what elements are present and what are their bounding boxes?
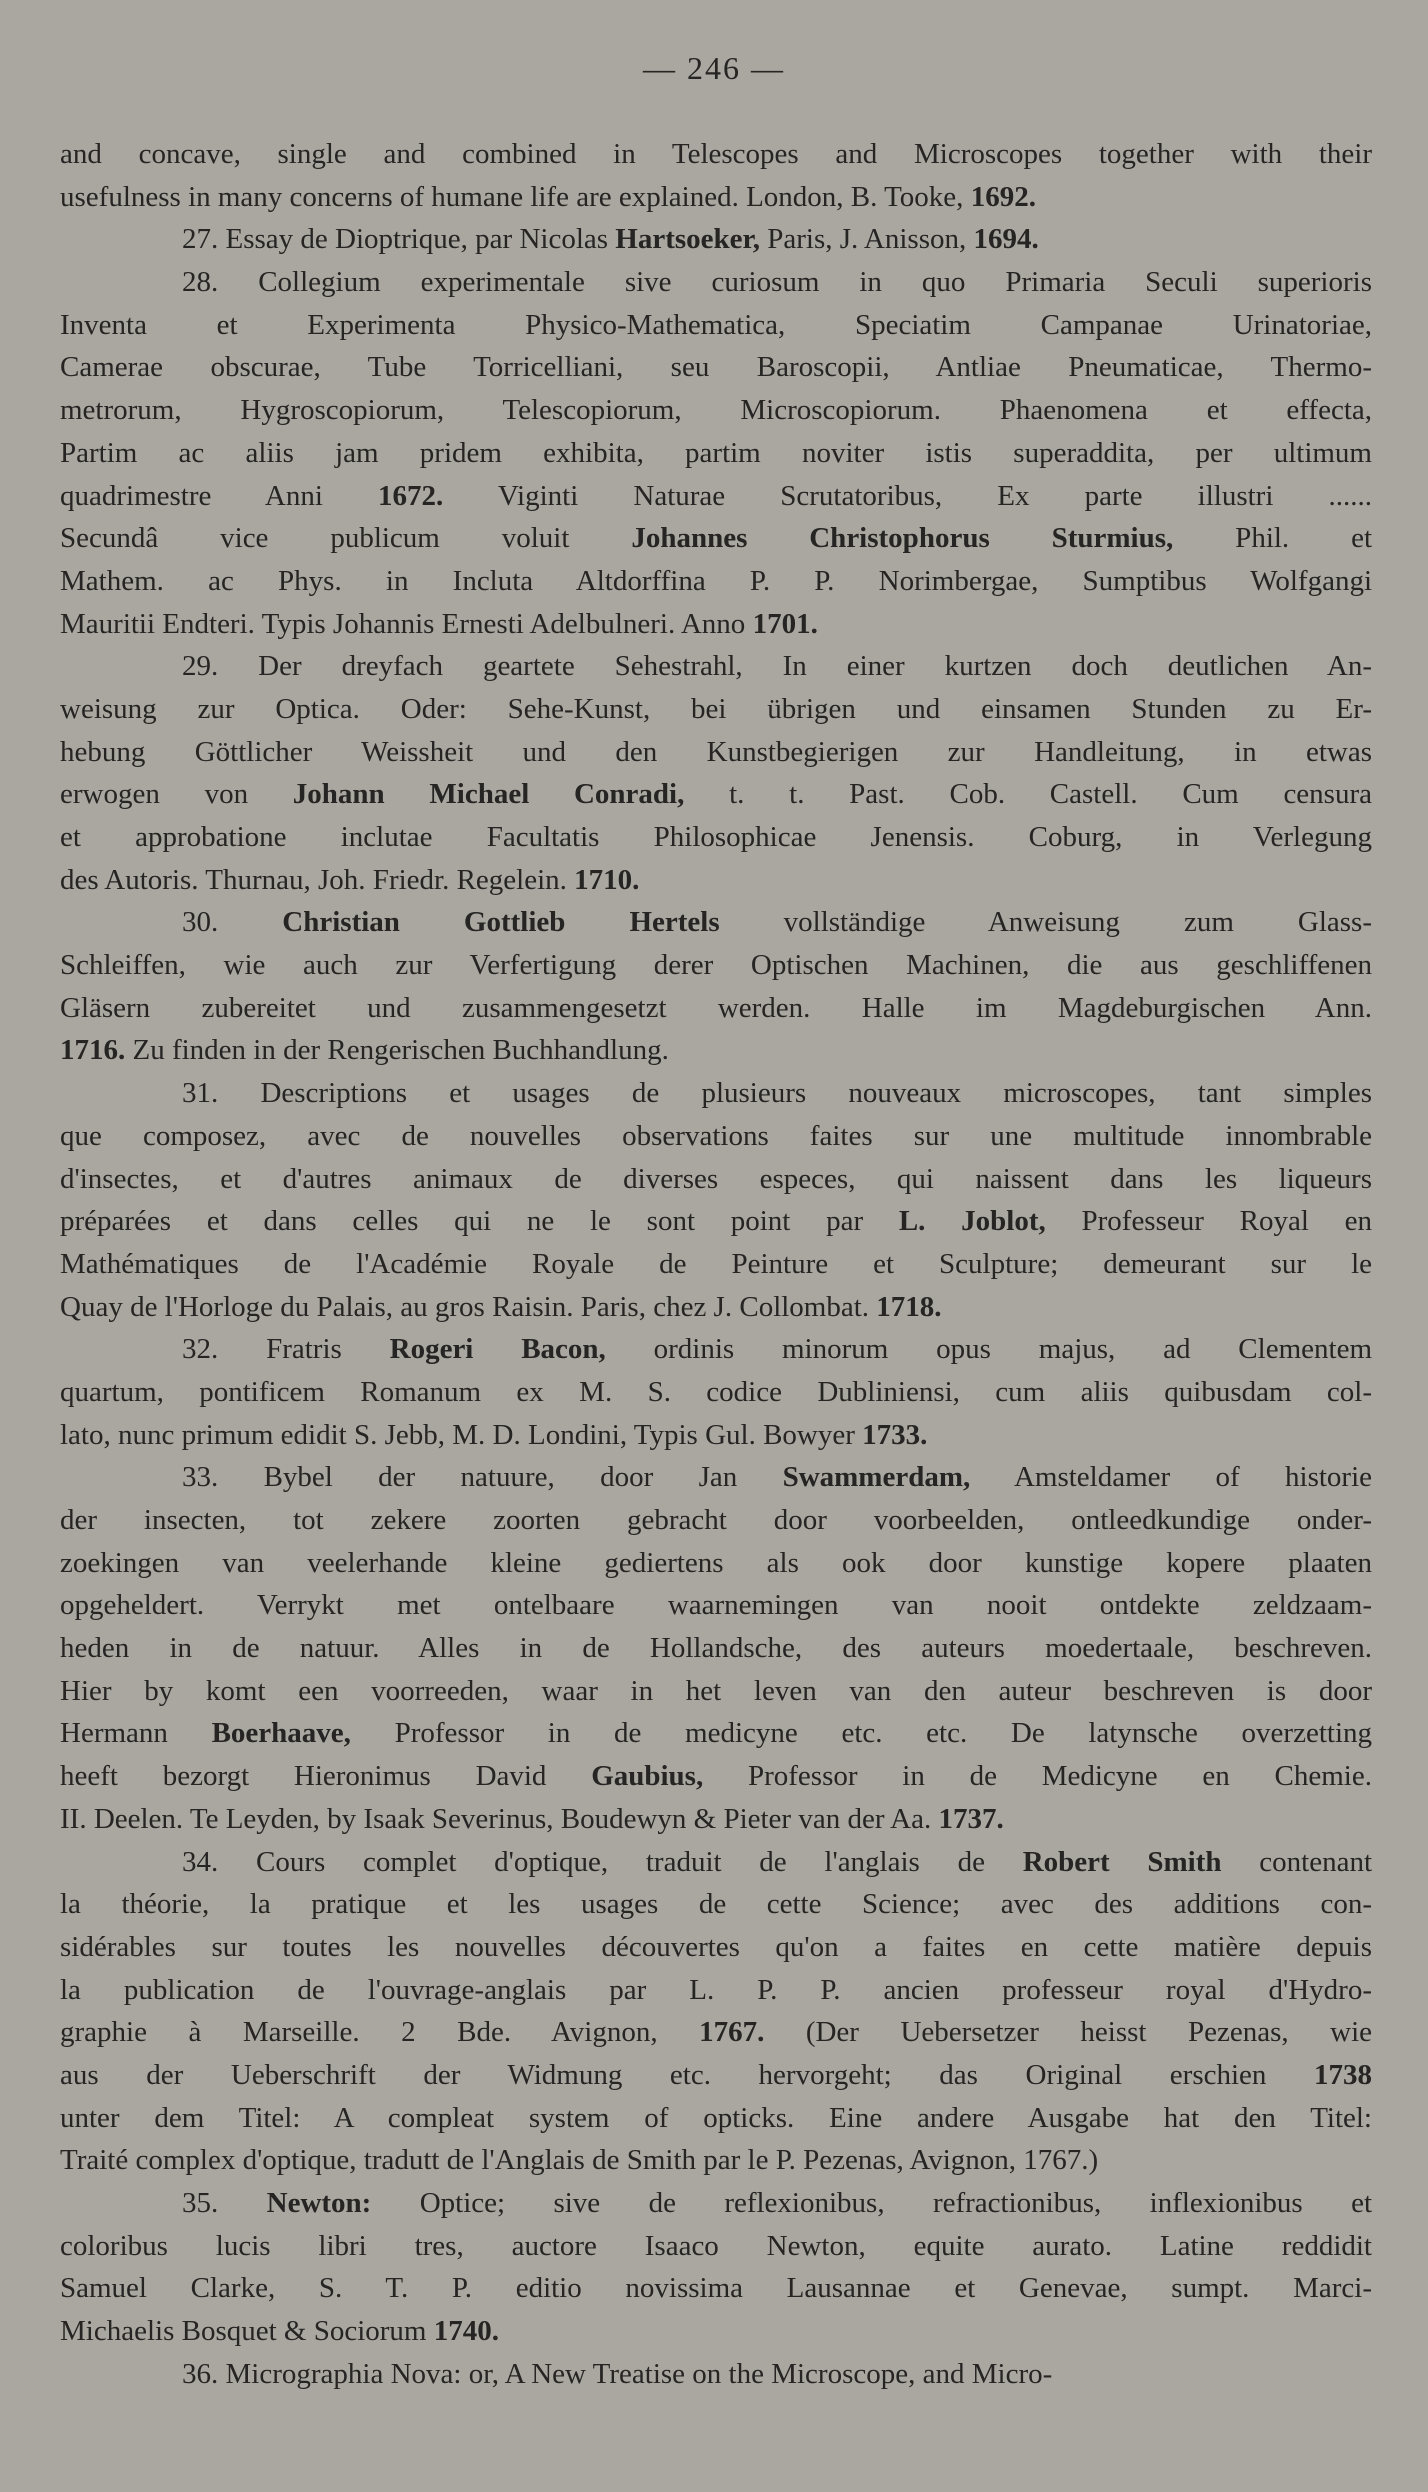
text-line bbox=[60, 2267, 1372, 2310]
text-segment: quadrimestre Anni bbox=[60, 479, 379, 512]
text-segment: ordinis minorum opus majus, ad Clementem bbox=[605, 1333, 1372, 1366]
text-segment: Amsteldamer of historie bbox=[970, 1461, 1372, 1494]
text-line bbox=[60, 816, 1372, 859]
author-or-year-bold: Hartsoeker, bbox=[615, 223, 760, 256]
text-segment: contenant bbox=[1221, 1845, 1372, 1878]
text-segment: Quay de l'Horloge du Palais, au gros Raisin. Paris, chez J. Collombat. bbox=[60, 1290, 877, 1323]
text-segment: erwogen von bbox=[60, 778, 293, 811]
text-segment: metrorum, Hygroscopiorum, Telescopiorum, Microscopiorum. Phaenomena et effecta, bbox=[60, 394, 1372, 427]
text-line bbox=[60, 1115, 1372, 1158]
text-line bbox=[60, 1158, 1372, 1201]
text-segment: 34. Cours complet d'optique, traduit de l'anglais de bbox=[182, 1845, 1023, 1878]
text-line bbox=[60, 2139, 1372, 2182]
text-segment: Viginti Naturae Scrutatoribus, Ex parte illustri ...... bbox=[443, 479, 1372, 512]
text-segment: Professor in de medicyne etc. etc. De latynsche overzetting bbox=[350, 1717, 1373, 1750]
text-line bbox=[60, 1542, 1372, 1585]
text-segment: Professeur Royal en bbox=[1045, 1205, 1373, 1238]
author-or-year-bold: 1767. bbox=[699, 2016, 765, 2049]
text-segment: lato, nunc primum edidit S. Jebb, M. D. Londini, Typis Gul. Bowyer bbox=[60, 1418, 863, 1451]
text-line bbox=[60, 1328, 1372, 1371]
author-or-year-bold: 1733. bbox=[862, 1418, 928, 1451]
author-or-year-bold: 1694. bbox=[973, 223, 1039, 256]
text-segment: zoekingen van veelerhande kleine gediertens als ook door kunstige kopere plaaten bbox=[60, 1546, 1372, 1579]
author-or-year-bold: Newton: bbox=[266, 2187, 372, 2219]
text-segment: 32. Fratris bbox=[182, 1333, 390, 1366]
text-line bbox=[60, 1969, 1372, 2012]
text-line bbox=[60, 688, 1372, 731]
text-line bbox=[60, 560, 1372, 603]
text-segment: Hermann bbox=[60, 1717, 212, 1750]
author-or-year-bold: 1737. bbox=[938, 1802, 1004, 1835]
text-segment: Zu finden in der Rengerischen Buchhandlung. bbox=[125, 1034, 669, 1067]
author-or-year-bold: 1692. bbox=[970, 180, 1036, 213]
text-line bbox=[60, 1029, 1372, 1072]
text-segment: la publication de l'ouvrage-anglais par L. P. P. ancien professeur royal d'Hydro- bbox=[60, 1973, 1372, 2006]
author-or-year-bold: L. Joblot, bbox=[898, 1205, 1046, 1238]
text-line bbox=[60, 944, 1372, 987]
text-segment: t. t. Past. Cob. Castell. Cum censura bbox=[684, 778, 1372, 811]
text-segment: des Autoris. Thurnau, Joh. Friedr. Regelein. bbox=[60, 863, 575, 896]
text-segment: Paris, J. Anisson, bbox=[760, 223, 974, 256]
text-line bbox=[60, 432, 1372, 475]
text-segment: d'insectes, et d'autres animaux de diverses especes, qui naissent dans les liqueurs bbox=[60, 1162, 1372, 1195]
author-or-year-bold: 1738 bbox=[1314, 2058, 1372, 2091]
author-or-year-bold: Christian Gottlieb Hertels bbox=[282, 906, 720, 939]
text-segment: la théorie, la pratique et les usages de cette Science; avec des additions con- bbox=[60, 1888, 1372, 1921]
bibliography-text bbox=[60, 133, 1372, 2395]
text-segment: Camerae obscurae, Tube Torricelliani, seu Baroscopii, Antliae Pneumaticae, Thermo- bbox=[60, 351, 1372, 384]
text-segment: préparées et dans celles qui ne le sont point par bbox=[60, 1205, 899, 1238]
text-segment: Phil. et bbox=[1173, 522, 1372, 555]
text-line bbox=[60, 1414, 1372, 1457]
text-segment: 36. Micrographia Nova: or, A New Treatise on the Microscope, and Micro- bbox=[182, 2357, 1053, 2390]
text-line bbox=[60, 1499, 1372, 1542]
text-segment: sidérables sur toutes les nouvelles découvertes qu'on a faites en cette matière depuis bbox=[60, 1930, 1372, 1963]
text-segment: Samuel Clarke, S. T. P. editio novissima Lausannae et Genevae, sumpt. Marci- bbox=[60, 2272, 1372, 2305]
text-line bbox=[60, 2182, 1372, 2225]
text-segment: 30. bbox=[182, 906, 283, 939]
text-line bbox=[60, 731, 1372, 774]
text-line bbox=[60, 901, 1372, 944]
text-line bbox=[60, 1712, 1372, 1755]
author-or-year-bold: Johannes Christophorus Sturmius, bbox=[631, 522, 1174, 555]
text-segment: 31. Descriptions et usages de plusieurs nouveaux microscopes, tant simples bbox=[182, 1077, 1372, 1110]
text-segment: Hier by komt een voorreeden, waar in het leven van den auteur beschreven is door bbox=[60, 1674, 1372, 1707]
text-line bbox=[60, 517, 1372, 560]
text-line bbox=[60, 1072, 1372, 1115]
text-segment: der insecten, tot zekere zoorten gebracht door voorbeelden, ontleedkundige onder- bbox=[60, 1504, 1372, 1536]
author-or-year-bold: 1740. bbox=[433, 2315, 499, 2348]
text-line bbox=[60, 176, 1372, 219]
author-or-year-bold: 1701. bbox=[752, 607, 818, 640]
text-line bbox=[60, 133, 1372, 176]
text-segment: que composez, avec de nouvelles observations faites sur une multitude innombrable bbox=[60, 1119, 1372, 1152]
text-line bbox=[60, 1584, 1372, 1627]
text-line bbox=[60, 1755, 1372, 1798]
text-segment: Michaelis Bosquet & Sociorum bbox=[60, 2315, 434, 2348]
text-line bbox=[60, 987, 1372, 1030]
text-segment: graphie à Marseille. 2 Bde. Avignon, bbox=[60, 2016, 700, 2049]
text-segment: 35. bbox=[182, 2187, 267, 2219]
text-segment: Gläsern zubereitet und zusammengesetzt werden. Halle im Magdeburgischen Ann. bbox=[60, 991, 1372, 1024]
text-line bbox=[60, 1670, 1372, 1713]
text-line bbox=[60, 603, 1372, 646]
text-line bbox=[60, 2054, 1372, 2097]
text-line bbox=[60, 2353, 1372, 2396]
text-line bbox=[60, 1926, 1372, 1969]
text-line bbox=[60, 2225, 1372, 2268]
text-segment: heden in de natuur. Alles in de Hollandsche, des auteurs moedertaale, beschreven. bbox=[60, 1632, 1372, 1665]
text-line bbox=[60, 218, 1372, 261]
text-segment: and concave, single and combined in Telescopes and Microscopes together with their bbox=[60, 138, 1372, 170]
text-segment: Mathématiques de l'Académie Royale de Peinture et Sculpture; demeurant sur le bbox=[60, 1247, 1372, 1280]
text-segment: Optice; sive de reflexionibus, refractionibus, inflexionibus et bbox=[371, 2187, 1372, 2219]
text-segment: Professor in de Medicyne en Chemie. bbox=[703, 1760, 1372, 1793]
author-or-year-bold: Robert Smith bbox=[1022, 1845, 1222, 1878]
text-segment: opgeheldert. Verrykt met ontelbaare waarnemingen van nooit ontdekte zeldzaam- bbox=[60, 1589, 1372, 1622]
author-or-year-bold: 1716. bbox=[60, 1034, 126, 1067]
text-line bbox=[60, 773, 1372, 816]
text-line bbox=[60, 1243, 1372, 1286]
text-line bbox=[60, 859, 1372, 902]
author-or-year-bold: Boerhaave, bbox=[211, 1717, 351, 1750]
text-segment: 27. Essay de Dioptrique, par Nicolas bbox=[182, 223, 616, 256]
text-segment: Mathem. ac Phys. in Incluta Altdorffina P. P. Norimbergae, Sumptibus Wolfgangi bbox=[60, 564, 1372, 597]
text-line bbox=[60, 2097, 1372, 2140]
text-line bbox=[60, 1371, 1372, 1414]
author-or-year-bold: Johann Michael Conradi, bbox=[292, 778, 685, 811]
text-line bbox=[60, 1841, 1372, 1884]
text-segment: Schleiffen, wie auch zur Verfertigung derer Optischen Machinen, die aus geschliffenen bbox=[60, 949, 1372, 982]
text-line bbox=[60, 389, 1372, 432]
text-segment: weisung zur Optica. Oder: Sehe-Kunst, bei übrigen und einsamen Stunden zu Er- bbox=[60, 692, 1372, 725]
text-line bbox=[60, 475, 1372, 518]
text-segment: aus der Ueberschrift der Widmung etc. hervorgeht; das Original erschien bbox=[60, 2058, 1314, 2091]
author-or-year-bold: Rogeri Bacon, bbox=[389, 1333, 606, 1366]
text-segment: quartum, pontificem Romanum ex M. S. codice Dubliniensi, cum aliis quibusdam col- bbox=[60, 1375, 1372, 1408]
author-or-year-bold: Swammerdam, bbox=[782, 1461, 971, 1494]
text-line bbox=[60, 2011, 1372, 2054]
text-segment: Mauritii Endteri. Typis Johannis Ernesti Adelbulneri. Anno bbox=[60, 607, 753, 640]
text-segment: vollständige Anweisung zum Glass- bbox=[719, 906, 1373, 939]
text-segment: 29. Der dreyfach geartete Sehestrahl, In einer kurtzen doch deutlichen An- bbox=[182, 650, 1372, 683]
text-segment: (Der Uebersetzer heisst Pezenas, wie bbox=[764, 2016, 1373, 2049]
text-line bbox=[60, 1883, 1372, 1926]
text-segment: Inventa et Experimenta Physico-Mathematica, Speciatim Campanae Urinatoriae, bbox=[60, 308, 1372, 341]
text-line bbox=[60, 346, 1372, 389]
text-segment: 28. Collegium experimentale sive curiosum in quo Primaria Seculi superioris bbox=[182, 266, 1372, 299]
author-or-year-bold: Gaubius, bbox=[591, 1760, 704, 1793]
text-line bbox=[60, 1798, 1372, 1841]
text-segment: Traité complex d'optique, tradutt de l'Anglais de Smith par le P. Pezenas, Avignon, 1767.) bbox=[60, 2144, 1099, 2177]
text-line bbox=[60, 1627, 1372, 1670]
text-segment: coloribus lucis libri tres, auctore Isaaco Newton, equite aurato. Latine reddidit bbox=[60, 2229, 1372, 2262]
author-or-year-bold: 1710. bbox=[574, 863, 640, 896]
text-segment: unter dem Titel: A compleat system of opticks. Eine andere Ausgabe hat den Titel: bbox=[60, 2101, 1372, 2134]
text-line bbox=[60, 1200, 1372, 1243]
text-segment: hebung Göttlicher Weissheit und den Kunstbegierigen zur Handleitung, in etwas bbox=[60, 735, 1372, 768]
text-line bbox=[60, 645, 1372, 688]
text-line bbox=[60, 2310, 1372, 2353]
text-segment: et approbatione inclutae Facultatis Philosophicae Jenensis. Coburg, in Verlegung bbox=[60, 821, 1372, 853]
author-or-year-bold: 1718. bbox=[876, 1290, 942, 1323]
text-segment: Secundâ vice publicum voluit bbox=[60, 522, 632, 555]
text-segment: Partim ac aliis jam pridem exhibita, partim noviter istis superaddita, per ultimum bbox=[60, 436, 1372, 469]
text-segment: 33. Bybel der natuure, door Jan bbox=[182, 1461, 783, 1494]
text-line bbox=[60, 261, 1372, 304]
text-segment: II. Deelen. Te Leyden, by Isaak Severinus, Boudewyn & Pieter van der Aa. bbox=[60, 1802, 939, 1835]
text-segment: heeft bezorgt Hieronimus David bbox=[60, 1760, 592, 1793]
author-or-year-bold: 1672. bbox=[378, 479, 444, 512]
text-segment: usefulness in many concerns of humane life are explained. London, B. Tooke, bbox=[60, 180, 971, 213]
text-line bbox=[60, 1456, 1372, 1499]
page-number: — 246 — bbox=[643, 50, 785, 86]
text-line bbox=[60, 304, 1372, 347]
text-line bbox=[60, 1286, 1372, 1329]
